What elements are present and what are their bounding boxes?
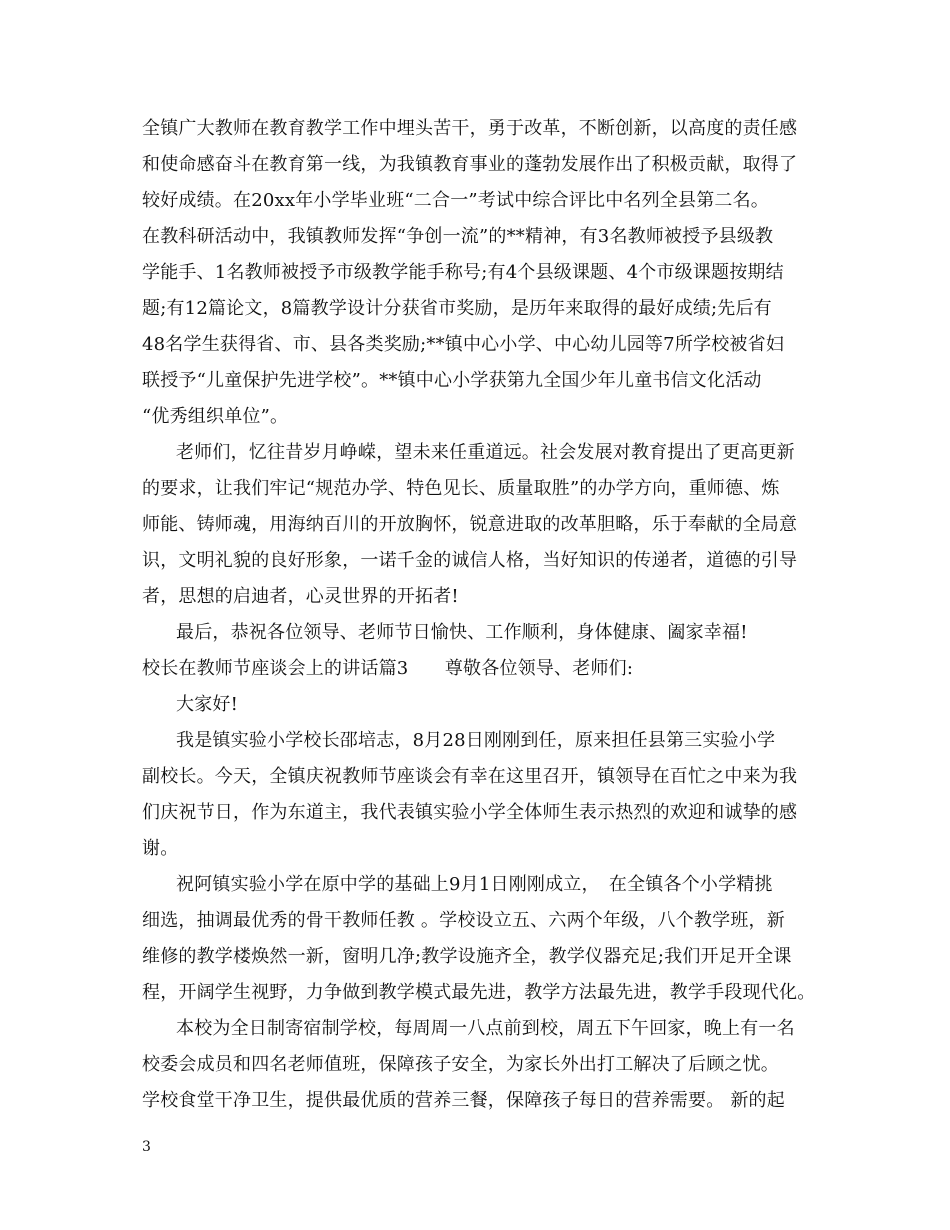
text-line: 大家好! bbox=[176, 694, 239, 715]
text-line: 全镇广大教师在教育教学工作中埋头苦干，勇于改革，不断创新，以高度的责任感 bbox=[142, 118, 798, 139]
text-line: 祝阿镇实验小学在原中学的基础上9月1日刚刚成立， 在全镇各个小学精挑 bbox=[176, 874, 773, 895]
text-line: 最后，恭祝各位领导、老师节日愉快、工作顺利，身体健康、阖家幸福! bbox=[176, 622, 748, 643]
text-line: 们庆祝节日，作为东道主，我代表镇实验小学全体师生表示热烈的欢迎和诚挚的感 bbox=[142, 802, 798, 823]
text-line: 本校为全日制寄宿制学校，每周周一八点前到校，周五下午回家，晚上有一名 bbox=[176, 1018, 795, 1039]
section-heading-line: 校长在教师节座谈会上的讲话篇3 尊敬各位领导、老师们: bbox=[142, 658, 634, 679]
text-line: 我是镇实验小学校长邵培志，8月28日刚刚到任，原来担任县第三实验小学 bbox=[176, 730, 776, 751]
text-line: 师能、铸师魂，用海纳百川的开放胸怀，锐意进取的改革胆略，乐于奉献的全局意 bbox=[142, 514, 798, 535]
text-line: 较好成绩。在20xx年小学毕业班“二合一”考试中综合评比中名列全县第二名。 bbox=[142, 190, 770, 211]
text-line: 维修的教学楼焕然一新，窗明几净;教学设施齐全，教学仪器充足;我们开足开全课 bbox=[142, 946, 792, 967]
text-line: 题;有12篇论文，8篇教学设计分获省市奖励，是历年来取得的最好成绩;先后有 bbox=[142, 298, 772, 319]
text-line: 识，文明礼貌的良好形象，一诺千金的诚信人格，当好知识的传递者，道德的引导 bbox=[142, 550, 798, 571]
text-line: 者，思想的启迪者，心灵世界的开拓者! bbox=[142, 586, 459, 607]
text-line: 细选，抽调最优秀的骨干教师任教 。学校设立五、六两个年级，八个教学班，新 bbox=[142, 910, 785, 931]
text-line: 校委会成员和四名老师值班，保障孩子安全，为家长外出打工解决了后顾之忧。 bbox=[142, 1054, 779, 1075]
page-number: 3 bbox=[142, 1139, 151, 1155]
text-line: 副校长。今天，全镇庆祝教师节座谈会有幸在这里召开，镇领导在百忙之中来为我 bbox=[142, 766, 798, 787]
text-line: 谢。 bbox=[142, 838, 179, 859]
text-line: “优秀组织单位”。 bbox=[142, 406, 289, 427]
text-line: 48名学生获得省、市、县各类奖励;**镇中心小学、中心幼儿园等7所学校被省妇 bbox=[142, 334, 785, 355]
text-line: 老师们，忆往昔岁月峥嵘，望未来任重道远。社会发展对教育提出了更高更新 bbox=[176, 442, 795, 463]
text-line: 程，开阔学生视野，力争做到教学模式最先进，教学方法最先进，教学手段现代化。 bbox=[142, 982, 816, 1003]
text-line: 学能手、1名教师被授予市级教学能手称号;有4个县级课题、4个市级课题按期结 bbox=[142, 262, 784, 283]
text-line: 和使命感奋斗在教育第一线，为我镇教育事业的蓬勃发展作出了积极贡献，取得了 bbox=[142, 154, 798, 175]
text-line: 在教科研活动中，我镇教师发挥“争创一流”的**精神，有3名教师被授予县级教 bbox=[142, 226, 774, 247]
text-line: 的要求，让我们牢记“规范办学、特色见长、质量取胜”的办学方向，重师德、炼 bbox=[142, 478, 780, 499]
text-line: 联授予“儿童保护先进学校”。**镇中心小学获第九全国少年儿童书信文化活动 bbox=[142, 370, 762, 391]
text-line: 学校食堂干净卫生，提供最优质的营养三餐，保障孩子每日的营养需要。 新的起 bbox=[142, 1090, 785, 1111]
